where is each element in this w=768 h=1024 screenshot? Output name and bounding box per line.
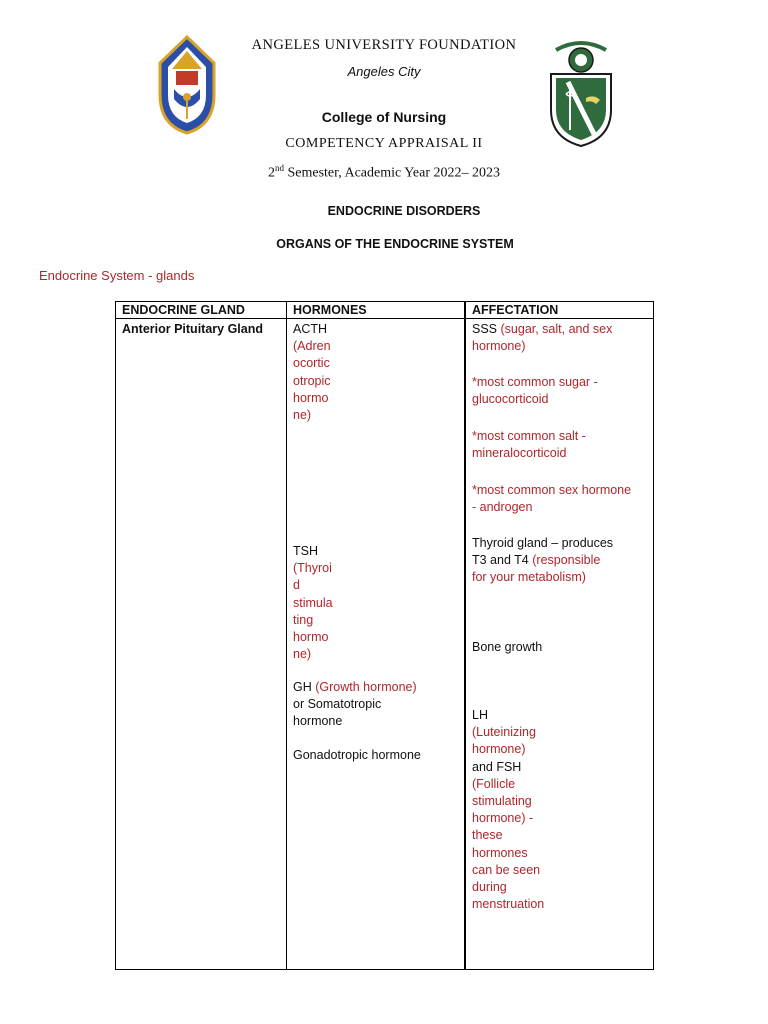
section-label: Endocrine System - glands — [39, 268, 195, 283]
hormone-gonadotropic: Gonadotropic hormone — [293, 748, 421, 762]
topic-title: ENDOCRINE DISORDERS — [327, 204, 481, 218]
university-name: ANGELES UNIVERSITY FOUNDATION — [251, 37, 517, 53]
endocrine-table — [115, 301, 654, 970]
header-hormones: HORMONES — [293, 303, 367, 317]
gland-name: Anterior Pituitary Gland — [122, 322, 263, 336]
college-name: College of Nursing — [321, 109, 447, 125]
hormone-gh: GH (Growth hormone) or Somatotropic hormone — [293, 680, 417, 729]
city-name: Angeles City — [347, 64, 421, 79]
column-divider-2 — [464, 302, 466, 969]
college-of-nursing-logo — [546, 38, 616, 148]
affectation-salt: *most common salt - mineralocorticoid — [472, 429, 586, 461]
hormone-tsh: TSH (Thyroi d stimula ting hormo ne) — [293, 544, 333, 662]
affectation-sex-hormone: *most common sex hormone - androgen — [472, 483, 632, 515]
hormone-acth: ACTH (Adren ocortic otropic hormo ne) — [293, 322, 331, 423]
header-affectation: AFFECTATION — [472, 303, 559, 317]
semester-line: 2nd Semester, Academic Year 2022– 2023 — [267, 163, 500, 181]
affectation-lh-fsh: LH (Luteinizing hormone) and FSH (Follicle stimulating hormone) - these hormones can be seen during menstruation — [472, 708, 545, 912]
header-divider — [116, 318, 653, 319]
affectation-thyroid: Thyroid gland – produces T3 and T4 (responsible for your metabolism) — [472, 536, 614, 585]
affectation-sugar: *most common sugar - glucocorticoid — [472, 375, 598, 407]
column-divider-1 — [286, 302, 287, 969]
appraisal-title: COMPETENCY APPRAISAL II — [285, 136, 483, 151]
affectation-sss: SSS (sugar, salt, and sex hormone) — [472, 322, 613, 354]
affectation-bone-growth: Bone growth — [472, 640, 543, 654]
header-gland: ENDOCRINE GLAND — [122, 303, 245, 317]
subtopic-title: ORGANS OF THE ENDOCRINE SYSTEM — [276, 237, 514, 251]
